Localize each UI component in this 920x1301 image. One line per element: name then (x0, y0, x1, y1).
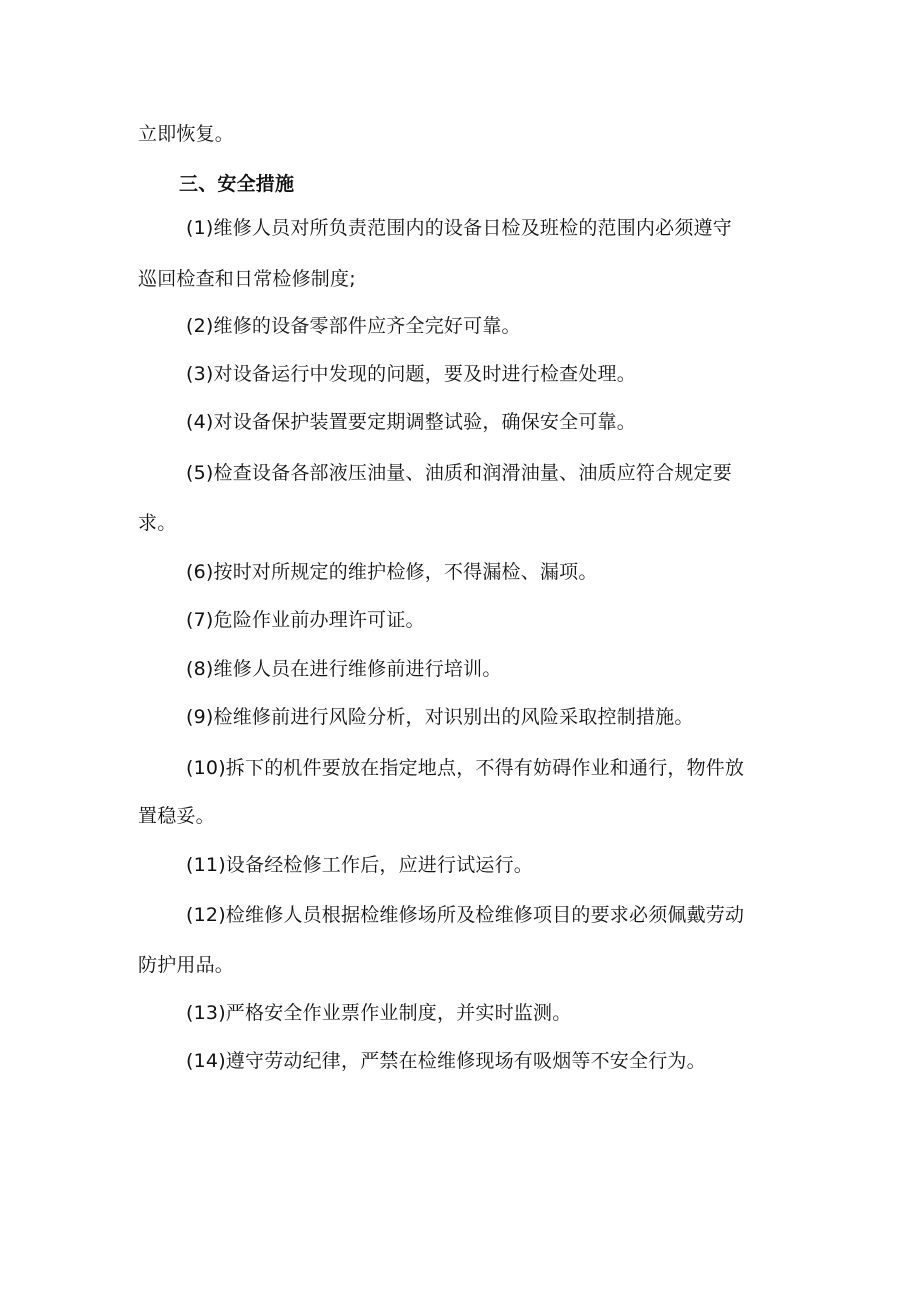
paragraph-continuation: 立即恢复。 (138, 123, 235, 145)
measure-item-12-line-1: (12)检维修人员根据检维修场所及检维修项目的要求必须佩戴劳动 (186, 904, 745, 926)
measure-item-10-line-1: (10)拆下的机件要放在指定地点，不得有妨碍作业和通行，物件放 (186, 757, 745, 779)
measure-item-9: (9)检维修前进行风险分析，对识别出的风险采取控制措施。 (186, 706, 694, 728)
measure-item-6: (6)按时对所规定的维护检修，不得漏检、漏项。 (186, 561, 598, 583)
measure-item-7: (7)危险作业前办理许可证。 (186, 609, 425, 631)
measure-item-13: (13)严格安全作业票作业制度，并实时监测。 (186, 1002, 572, 1024)
section-heading: 三、安全措施 (179, 173, 295, 195)
measure-item-14: (14)遵守劳动纪律，严禁在检维修现场有吸烟等不安全行为。 (186, 1050, 706, 1072)
measure-item-11: (11)设备经检修工作后，应进行试运行。 (186, 854, 534, 876)
measure-item-3: (3)对设备运行中发现的问题，要及时进行检查处理。 (186, 363, 636, 385)
measure-item-5-line-2: 求。 (138, 512, 177, 534)
measure-item-1-line-2: 巡回检查和日常检修制度; (138, 268, 356, 290)
measure-item-1-line-1: (1)维修人员对所负责范围内的设备日检及班检的范围内必须遵守 (186, 217, 732, 239)
measure-item-5-line-1: (5)检查设备各部液压油量、油质和润滑油量、油质应符合规定要 (186, 462, 732, 484)
measure-item-10-line-2: 置稳妥。 (138, 805, 215, 827)
measure-item-8: (8)维修人员在进行维修前进行培训。 (186, 658, 502, 680)
measure-item-2: (2)维修的设备零部件应齐全完好可靠。 (186, 315, 521, 337)
measure-item-12-line-2: 防护用品。 (138, 954, 235, 976)
measure-item-4: (4)对设备保护装置要定期调整试验，确保安全可靠。 (186, 411, 636, 433)
